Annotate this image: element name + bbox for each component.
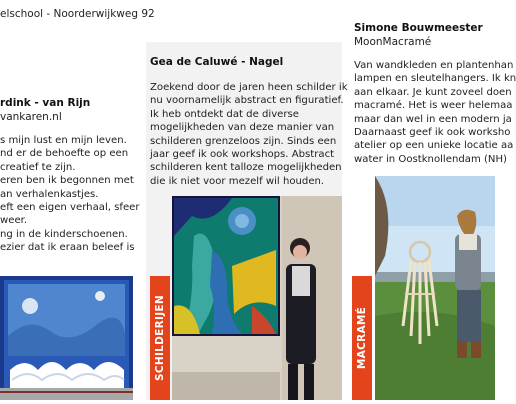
category-tab-schilderijen [150,276,170,400]
painting-photo [172,196,342,400]
description-line: atelier op een unieke locatie aa [354,140,514,152]
description-line: s mijn lust en mijn leven. [0,135,127,146]
description-line: Ik heb ontdekt dat de diverse [150,108,300,120]
description-line: schilderen kent talloze mogelijkheden [150,162,342,174]
description-line: Zoekend door de jaren heen schilder ik [150,82,348,93]
description-line: lampen en sleutelhangers. Ik kn [354,73,516,85]
story-box-image [0,276,133,400]
macrame-photo [375,176,495,400]
column-simone [352,0,516,400]
artist-brand: MoonMacramé [354,36,432,48]
description-line: an verhalenkastjes. [0,188,99,200]
artist-description-gea [150,81,348,188]
description-line: jaar geef ik ook workshops. Abstract [150,149,335,161]
artist-name-simone: Simone Bouwmeester [354,22,483,34]
description-line: nd er de behoefte op een [0,148,129,160]
description-line: weer. [0,215,28,227]
painting-image [172,196,342,400]
category-label: MACRAMÉ [356,306,368,370]
location-header: elschool - Noorderwijkweg 92 [0,8,155,20]
description-line: water in Oostknollendam (NH) [354,153,507,165]
description-line: aan elkaar. Je kunt zoveel doen [354,86,512,98]
story-box-photo [0,276,133,400]
description-line: die ik niet voor mezelf wil houden. [150,175,325,187]
description-line: Van wandkleden en plantenhan [354,60,514,71]
artist-description-karen [0,134,140,255]
artist-website: vankaren.nl [0,111,62,123]
description-line: eft een eigen verhaal, sfeer [0,202,140,214]
description-line: mogelijkheden van deze manier van [150,122,335,134]
category-label: SCHILDERIJEN [154,294,166,382]
artist-name-gea: Gea de Caluwé - Nagel [150,56,284,68]
description-line: nu voornamelijk abstract en figuratief. [150,95,344,107]
category-tab-macrame [352,276,372,400]
column-gea [146,0,348,400]
column-karen [0,0,155,400]
description-line: creatief te zijn. [0,161,76,173]
description-line: ezier dat ik eraan beleef is [0,242,135,254]
description-line: ng in de kinderschoenen. [0,228,128,240]
artist-description-simone [354,59,516,166]
description-line: eren ben ik begonnen met [0,175,134,187]
description-line: schilderen grenzeloos zijn. Sinds een [150,135,337,147]
description-line: Daarnaast geef ik ook worksho [354,127,511,139]
macrame-image [375,176,495,400]
description-line: macramé. Het is weer helemaa [354,100,513,112]
artist-name-karen: rdink - van Rijn [0,97,91,109]
description-line: maar dan wel in een modern ja [354,113,512,125]
